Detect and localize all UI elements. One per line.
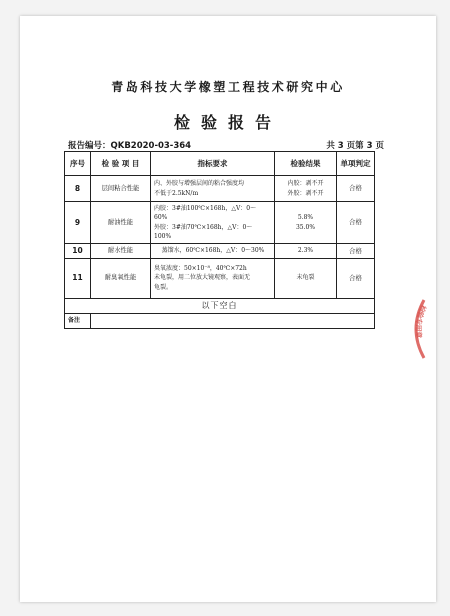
row-requirement-line: 臭氧浓度：50×10⁻⁸，40℃×72h [154, 265, 247, 273]
row-seq: 8 [65, 176, 91, 202]
header-requirement: 指标要求 [151, 152, 275, 176]
row-requirement-line: 60% [154, 214, 168, 222]
row-judgement: 合格 [337, 202, 375, 244]
report-number: 报告编号：QKB2020-03-364 [68, 141, 192, 151]
row-item: 耐臭氧性能 [91, 258, 151, 298]
row-item: 层间粘合性能 [91, 176, 151, 202]
table-row [65, 258, 375, 298]
stamp-text-path: 检验专用章 [413, 303, 428, 339]
row-result-line: 2.3% [297, 247, 314, 255]
row-judgement: 合格 [337, 244, 375, 259]
row-requirement-line: 100% [154, 232, 172, 240]
row-result-line: 5.8% [297, 214, 314, 222]
stamp-text [414, 304, 428, 339]
row-requirement [151, 244, 275, 259]
report-title: 检验报告 [173, 113, 282, 132]
row-requirement-line: 外胶：3#油70℃×168h，△V：0～ [154, 223, 253, 231]
remarks-value [91, 314, 375, 329]
row-requirement [151, 258, 275, 298]
inspection-stamp [404, 298, 430, 360]
row-requirement-line: 龟裂。 [154, 283, 173, 291]
organization-name: 青岛科技大学橡塑工程技术研究中心 [111, 80, 345, 94]
table-header-row [65, 152, 375, 176]
table-row [65, 176, 375, 202]
remarks-row [65, 314, 375, 329]
row-requirement [151, 176, 275, 202]
row-seq: 10 [65, 244, 91, 259]
row-result [275, 202, 337, 244]
row-judgement: 合格 [337, 176, 375, 202]
remarks-label: 备注 [65, 314, 91, 329]
row-result [275, 244, 337, 259]
row-item: 耐水性能 [91, 244, 151, 259]
row-requirement-line: 不低于2.5kN/m [154, 189, 199, 197]
row-result [275, 258, 337, 298]
table-row [65, 202, 375, 244]
header-item: 检 验 项 目 [91, 152, 151, 176]
row-seq: 9 [65, 202, 91, 244]
header-judgement: 单项判定 [337, 152, 375, 176]
inspection-table [64, 151, 375, 329]
table-body [65, 176, 375, 299]
row-judgement: 合格 [337, 258, 375, 298]
row-result-line: 外胶：剥不开 [287, 189, 324, 197]
row-requirement-line: 蒸馏水，60℃×168h，△V：0～30% [161, 247, 265, 255]
header-result: 检验结果 [275, 152, 337, 176]
row-seq: 11 [65, 258, 91, 298]
row-requirement-line: 未龟裂，用二位放大镜观察，表面无 [154, 274, 251, 282]
page-info: 共 3 页第 3 页 [326, 141, 384, 151]
row-result-line: 未龟裂 [296, 274, 315, 282]
row-requirement-line: 内、外胶与增强层间的粘合强度均 [154, 180, 245, 188]
row-result-line: 35.0% [295, 223, 316, 231]
row-requirement [151, 202, 275, 244]
row-requirement-line: 内胶：3#油100℃×168h，△V：0～ [154, 204, 257, 212]
table-row [65, 244, 375, 259]
row-result [275, 176, 337, 202]
header-seq: 序号 [65, 152, 91, 176]
blank-notice: 以下空白 [65, 298, 375, 313]
row-result-line: 内胶：剥不开 [287, 180, 324, 188]
row-item: 耐油性能 [91, 202, 151, 244]
blank-notice-row [65, 298, 375, 313]
